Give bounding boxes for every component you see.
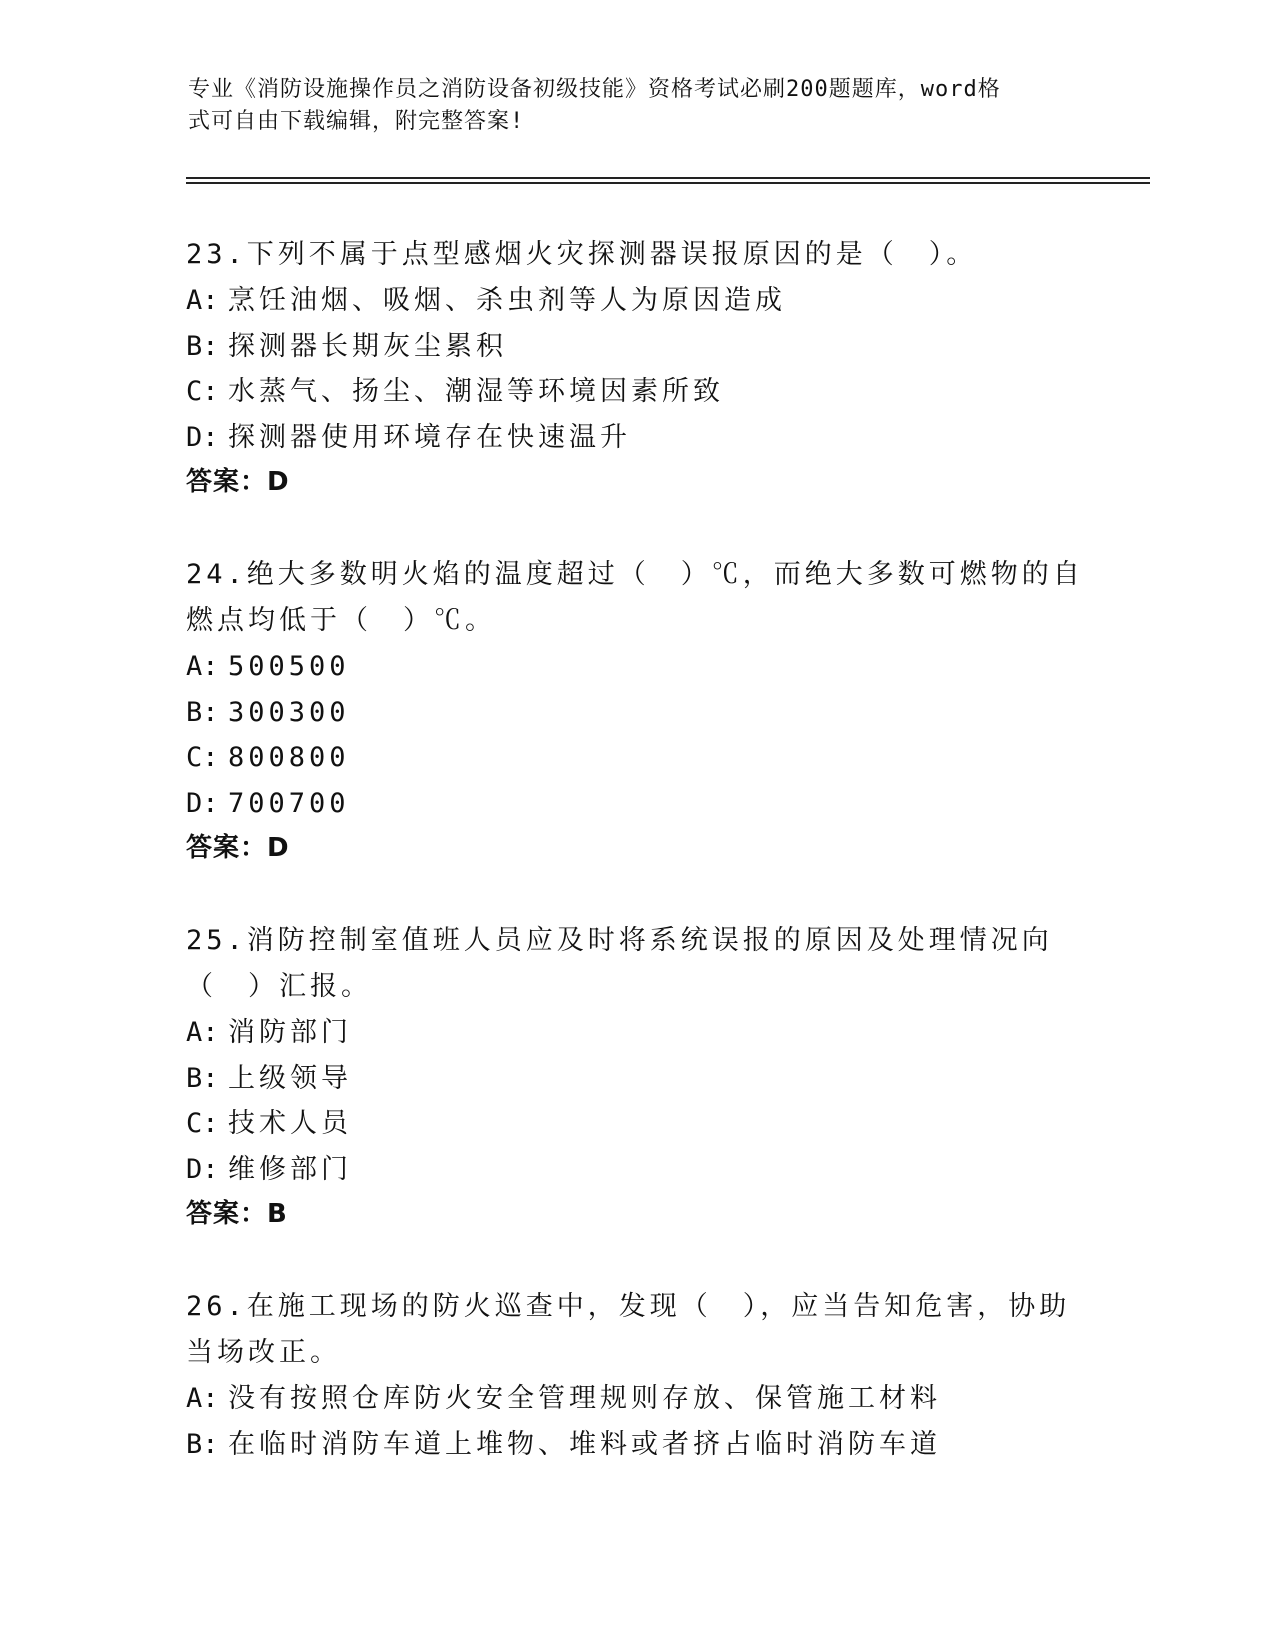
option-text: 在临时消防车道上堆物、堆料或者挤占临时消防车道 xyxy=(228,1428,941,1460)
option-text: 技术人员 xyxy=(228,1108,352,1139)
option-c xyxy=(186,369,1086,415)
option-a xyxy=(186,644,1086,690)
option-d xyxy=(186,415,1086,461)
option-a xyxy=(186,278,1086,324)
option-d xyxy=(186,781,1086,827)
question-24 xyxy=(186,552,1086,870)
option-key: A: xyxy=(186,1017,219,1048)
option-key: B: xyxy=(186,1062,219,1094)
option-b xyxy=(186,690,1086,736)
option-b xyxy=(186,324,1086,370)
option-text: 800800 xyxy=(228,742,350,773)
option-key: D: xyxy=(186,421,219,453)
question-26 xyxy=(186,1284,1086,1467)
option-text: 500500 xyxy=(228,651,350,682)
question-list xyxy=(186,232,1086,1515)
header-line-2: 式可自由下载编辑，附完整答案! xyxy=(188,109,525,134)
document-header xyxy=(188,74,1068,138)
option-c xyxy=(186,1101,1086,1147)
option-text: 探测器长期灰尘累积 xyxy=(228,330,507,362)
option-text: 烹饪油烟、吸烟、杀虫剂等人为原因造成 xyxy=(228,285,786,316)
header-line-1: 专业《消防设施操作员之消防设备初级技能》资格考试必刷200题题库，word格 xyxy=(188,77,1001,102)
option-text: 没有按照仓库防火安全管理规则存放、保管施工材料 xyxy=(228,1383,941,1414)
option-key: C: xyxy=(186,376,219,407)
option-key: C: xyxy=(186,1108,219,1139)
header-divider-bottom xyxy=(186,182,1150,184)
question-stem: 26.在施工现场的防火巡查中，发现（ ），应当告知危害，协助当场改正。 xyxy=(186,1291,1071,1368)
option-text: 700700 xyxy=(228,787,350,819)
option-text: 探测器使用环境存在快速温升 xyxy=(228,421,631,453)
answer-line: 答案：B xyxy=(186,1199,288,1229)
option-text: 300300 xyxy=(228,696,350,728)
question-stem: 24.绝大多数明火焰的温度超过（ ）℃，而绝大多数可燃物的自燃点均低于（ ）℃。 xyxy=(186,559,1084,636)
option-b xyxy=(186,1056,1086,1102)
option-key: B: xyxy=(186,1428,219,1460)
answer-line: 答案：D xyxy=(186,833,290,863)
option-text: 上级领导 xyxy=(228,1062,352,1094)
answer-line: 答案：D xyxy=(186,467,290,497)
header-divider-top xyxy=(186,177,1150,179)
option-key: D: xyxy=(186,1153,219,1185)
option-a xyxy=(186,1376,1086,1422)
option-key: A: xyxy=(186,651,219,682)
option-c xyxy=(186,735,1086,781)
option-key: B: xyxy=(186,696,219,728)
question-stem: 25.消防控制室值班人员应及时将系统误报的原因及处理情况向（ ）汇报。 xyxy=(186,925,1053,1002)
option-text: 水蒸气、扬尘、潮湿等环境因素所致 xyxy=(228,376,724,407)
question-23 xyxy=(186,232,1086,504)
question-stem: 23.下列不属于点型感烟火灾探测器误报原因的是（ ）。 xyxy=(186,239,978,270)
option-text: 维修部门 xyxy=(228,1153,352,1185)
option-d xyxy=(186,1147,1086,1193)
option-text: 消防部门 xyxy=(228,1017,352,1048)
option-b xyxy=(186,1422,1086,1468)
option-key: D: xyxy=(186,787,219,819)
option-key: C: xyxy=(186,742,219,773)
option-key: B: xyxy=(186,330,219,362)
option-key: A: xyxy=(186,285,219,316)
option-key: A: xyxy=(186,1383,219,1414)
option-a xyxy=(186,1010,1086,1056)
question-25 xyxy=(186,918,1086,1236)
